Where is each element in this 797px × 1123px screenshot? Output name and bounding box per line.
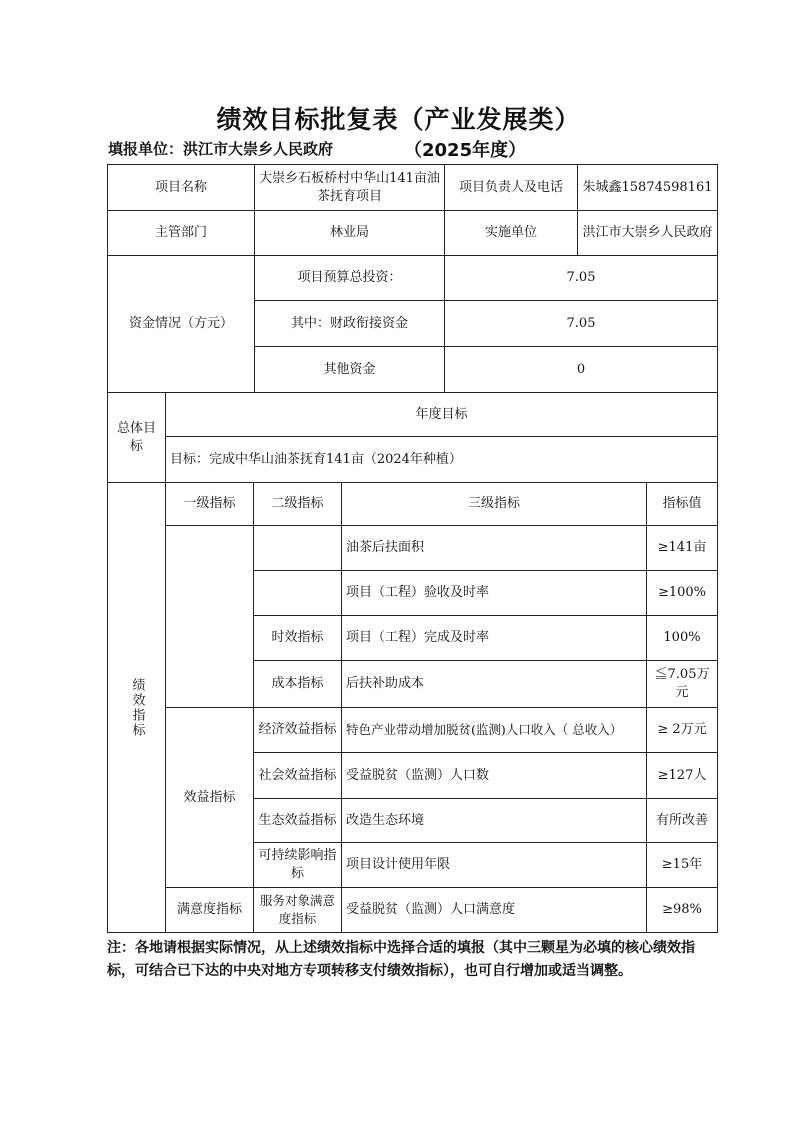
indicator-level2 bbox=[254, 571, 342, 616]
indicator-value: 100% bbox=[647, 616, 717, 661]
funds-label: 资金情况（方元） bbox=[108, 256, 255, 393]
overall-goal-label: 总体目标 bbox=[108, 393, 166, 483]
funds-fiscal-value: 7.05 bbox=[445, 301, 717, 347]
indicator-level3: 项目（工程）验收及时率 bbox=[342, 571, 647, 616]
benefit-indicator-level1: 效益指标 bbox=[166, 708, 254, 888]
funds-total-value: 7.05 bbox=[445, 256, 717, 301]
project-owner-label: 项目负责人及电话 bbox=[445, 165, 578, 211]
indicator-value: ≥127人 bbox=[647, 753, 717, 799]
indicator-level2 bbox=[254, 526, 342, 571]
indicator-level2: 成本指标 bbox=[254, 661, 342, 708]
funds-other-value: 0 bbox=[445, 347, 717, 393]
indicator-value: ≥141亩 bbox=[647, 526, 717, 571]
indicator-level2: 可持续影响指标 bbox=[254, 843, 342, 888]
page-title: 绩效目标批复表（产业发展类） bbox=[216, 105, 581, 134]
performance-table bbox=[107, 164, 718, 933]
reporting-unit-value: 洪江市大崇乡人民政府 bbox=[183, 140, 334, 158]
funds-fiscal-label: 其中：财政衔接资金 bbox=[255, 301, 445, 347]
indicator-value: ≥15年 bbox=[647, 843, 717, 888]
funds-total-label: 项目预算总投资： bbox=[255, 256, 445, 301]
reporting-unit bbox=[108, 138, 333, 159]
fiscal-year: （2025年度） bbox=[404, 140, 527, 161]
indicator-level2: 服务对象满意度指标 bbox=[254, 888, 342, 932]
indicator-level2: 生态效益指标 bbox=[254, 799, 342, 843]
project-owner-value: 朱城鑫15874598161 bbox=[578, 165, 717, 211]
satisfaction-indicator-level1: 满意度指标 bbox=[166, 888, 254, 932]
indicator-level3: 改造生态环境 bbox=[342, 799, 647, 843]
indicator-value: ≥ 2万元 bbox=[647, 708, 717, 753]
footnote: 注：各地请根据实际情况，从上述绩效指标中选择合适的填报（其中三颗星为必填的核心绩效指标，可结合已下达的中央对地方专项转移支付绩效指标），也可自行增加或适当调整。 bbox=[107, 940, 695, 979]
indicator-value: ≥98% bbox=[662, 902, 702, 917]
header-level3: 三级指标 bbox=[342, 483, 647, 526]
indicator-level3: 特色产业带动增加脱贫(监测)人口收入（ 总收入） bbox=[342, 708, 647, 753]
indicator-level3: 油茶后扶面积 bbox=[342, 526, 647, 571]
header-level2: 二级指标 bbox=[254, 483, 342, 526]
implementer-value: 洪江市大崇乡人民政府 bbox=[578, 211, 717, 256]
indicators-label: 绩效指标 bbox=[108, 483, 166, 932]
indicator-level2: 社会效益指标 bbox=[254, 753, 342, 799]
project-name-value: 大崇乡石板桥村中华山141亩油茶抚育项目 bbox=[255, 165, 445, 211]
department-value: 林业局 bbox=[255, 211, 445, 256]
department-label: 主管部门 bbox=[108, 211, 255, 256]
indicator-level3: 项目设计使用年限 bbox=[342, 843, 647, 888]
indicator-level3: 受益脱贫（监测）人口满意度 bbox=[342, 888, 647, 932]
annual-goal-text: 目标：完成中华山油茶抚育141亩（2024年种植） bbox=[166, 437, 717, 483]
indicator-level3: 后扶补助成本 bbox=[342, 661, 647, 708]
indicator-value: ≥100% bbox=[647, 571, 717, 616]
indicator-level3: 受益脱贫（监测）人口数 bbox=[342, 753, 647, 799]
project-name-label: 项目名称 bbox=[108, 165, 255, 211]
indicator-level2: 时效指标 bbox=[254, 616, 342, 661]
header-value: 指标值 bbox=[647, 483, 717, 526]
indicator-value: ≦7.05万元 bbox=[647, 661, 717, 708]
reporting-unit-label: 填报单位： bbox=[108, 140, 184, 158]
funds-other-label: 其他资金 bbox=[255, 347, 445, 393]
header-level1: 一级指标 bbox=[166, 483, 254, 526]
indicator-level2: 经济效益指标 bbox=[254, 708, 342, 753]
output-indicator-level1 bbox=[166, 526, 254, 708]
indicator-value: 有所改善 bbox=[647, 799, 717, 843]
implementer-label: 实施单位 bbox=[445, 211, 578, 256]
indicator-level3: 项目（工程）完成及时率 bbox=[342, 616, 647, 661]
annual-goal-label: 年度目标 bbox=[166, 393, 717, 437]
